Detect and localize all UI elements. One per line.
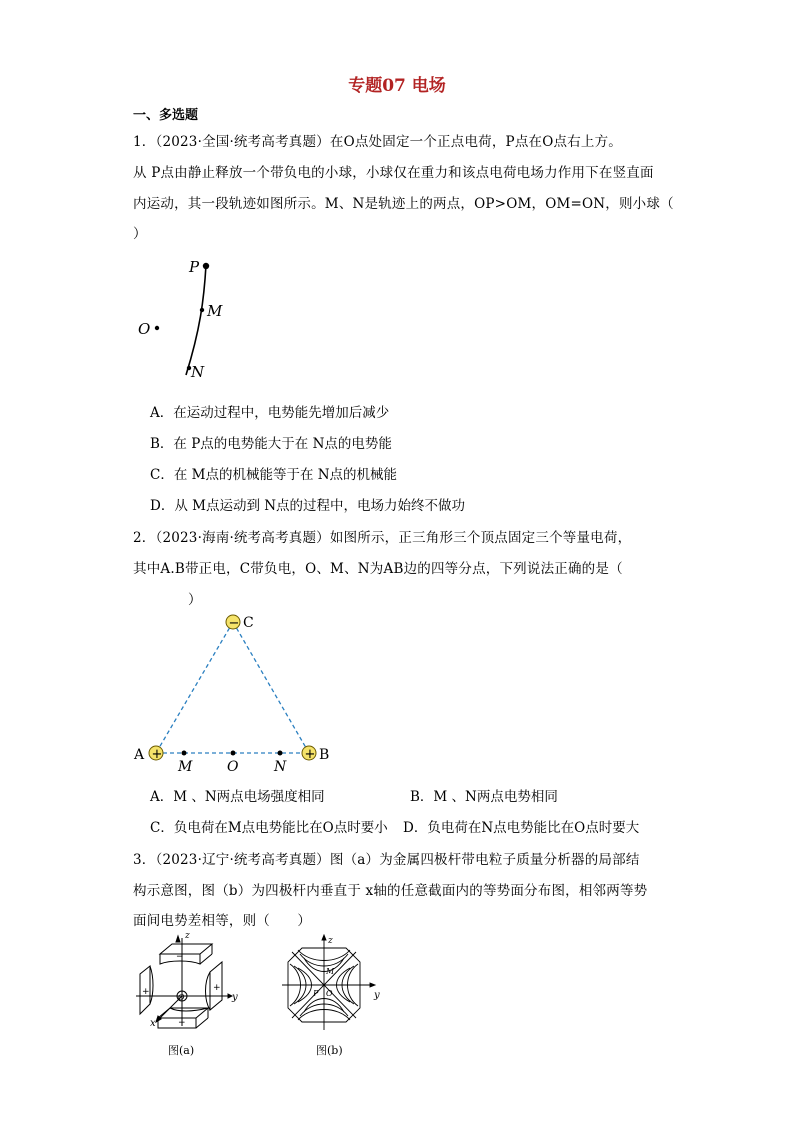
point-m-dot (200, 308, 204, 312)
label-n: N (191, 363, 205, 381)
minus-sign: − (228, 616, 240, 631)
q1-line-4: ） (133, 226, 147, 242)
figure-a-caption: 图(a) (168, 1044, 195, 1057)
page-title: 专题07 电场 (348, 76, 446, 96)
q2-line-2: 其中A.B带正电，C带负电，O、M、N为AB边的四等分点，下列说法正确的是（ (133, 561, 623, 577)
q3-line-3: 面间电势差相等，则（ ） (133, 913, 312, 929)
q2-line-3: ） (188, 592, 202, 608)
rod-sign-top: − (176, 952, 184, 962)
rod-sign-bottom: − (178, 1018, 186, 1028)
q2-line-1: 2．（2023·海南·统考高考真题）如图所示，正三角形三个顶点固定三个等量电荷， (133, 530, 632, 546)
label-n: N (274, 759, 287, 775)
point-o-dot (155, 326, 159, 330)
q1-line-1: 1．（2023·全国·统考高考真题）在O点处固定一个正点电荷，P点在O点右上方。 (133, 134, 622, 150)
axis-y-label-b: y (374, 990, 380, 1001)
axis-z-label: z (185, 932, 190, 941)
axis-x-label: x (150, 1018, 156, 1029)
figure-b-caption: 图(b) (316, 1044, 343, 1057)
origin-label-b: O (326, 989, 333, 998)
q2-triangle-figure (128, 610, 348, 780)
label-m: M (207, 302, 223, 320)
q1-line-2: 从 P点由静止释放一个带负电的小球，小球仅在重力和该点电荷电场力作用下在竖直面 (133, 165, 654, 181)
axis-z-label-b: z (328, 936, 333, 946)
label-c: C (243, 615, 254, 631)
q2-option-d[interactable]: D．负电荷在N点电势能比在O点时要大 (403, 820, 640, 836)
label-b: B (319, 747, 330, 763)
q1-trajectory-figure (130, 255, 240, 385)
rod-sign-right: + (213, 983, 221, 993)
q1-option-b[interactable]: B．在 P点的电势能大于在 N点的电势能 (150, 436, 392, 452)
section-heading: 一、多选题 (133, 108, 199, 123)
rod-sign-left: + (142, 987, 150, 997)
q3-figure-a-quadrupole (132, 932, 242, 1036)
q1-line-3: 内运动，其一段轨迹如图所示。M、N是轨迹上的两点，OP>OM，OM=ON，则小球（ (133, 196, 674, 212)
point-n-dot (278, 751, 283, 756)
point-m-dot (182, 751, 187, 756)
q1-option-d[interactable]: D．从 M点运动到 N点的过程中，电场力始终不做功 (150, 498, 466, 514)
origin-label: O (178, 993, 185, 1002)
plus-sign-b: + (304, 747, 316, 762)
q2-option-a[interactable]: A．M 、N两点电场强度相同 (150, 789, 325, 805)
label-p: P (189, 258, 200, 276)
q2-option-c[interactable]: C．负电荷在M点电势能比在O点时要小 (150, 820, 388, 836)
point-m-label-b: M (326, 967, 335, 976)
point-p-label-b: P (313, 989, 319, 998)
point-p-dot (203, 263, 209, 269)
q1-option-c[interactable]: C．在 M点的机械能等于在 N点的机械能 (150, 467, 398, 483)
q3-figure-b-equipotentials (276, 934, 386, 1038)
triangle-side-ca (156, 622, 233, 753)
q1-option-a[interactable]: A．在运动过程中，电势能先增加后减少 (150, 405, 390, 421)
q3-line-1: 3．（2023·辽宁·统考高考真题）图（a）为金属四极杆带电粒子质量分析器的局部结 (133, 852, 640, 868)
trajectory-curve (186, 265, 206, 375)
label-m: M (178, 759, 193, 775)
axis-y-label: y (232, 992, 238, 1003)
q3-line-2: 构示意图，图（b）为四极杆内垂直于 x轴的任意截面内的等势面分布图，相邻两等势 (133, 883, 648, 899)
point-o-dot (231, 751, 236, 756)
label-o: O (138, 320, 151, 338)
label-o: O (227, 759, 239, 775)
q2-option-b[interactable]: B．M 、N两点电势相同 (410, 789, 558, 805)
label-a: A (134, 747, 145, 763)
plus-sign-a: + (151, 747, 163, 762)
triangle-side-cb (233, 622, 309, 753)
